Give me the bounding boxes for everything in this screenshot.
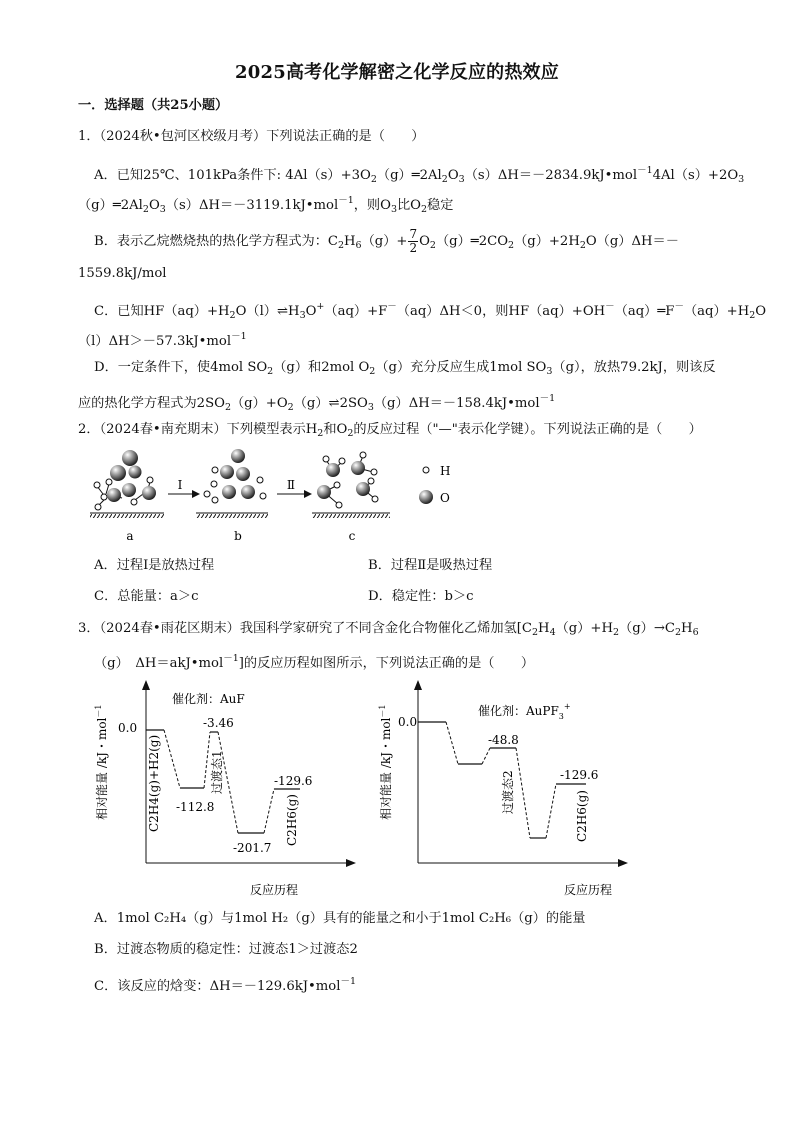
right-zero-tick: 0.0	[398, 715, 418, 729]
right-ts2-label: 过渡态2	[501, 770, 515, 814]
q1-option-a-line2: $(g)═2Al_2O_3(s)\Delta H=-3119.1kJ•mol^{-1}$，则$O_3$比$O_2$稳定	[78, 195, 454, 215]
right-catalyst-label: 催化剂：AuPF$_3$+	[478, 702, 571, 721]
q1-option-c-line1: C．已知$HF(aq)+H_2O(l)\rightleftharpoons H_3O^+(aq)+F^-(aq)\Delta H<0$，则$HF(aq)+OH^-(aq)═F^-(aq)+H_2O$	[94, 301, 767, 321]
q1-option-d-line2: 应的热化学方程式为$2SO_2(g)+O_2(g)\rightleftharpoons 2SO_3(g)\Delta H=-158.4kJ•mol^{-1}$	[78, 393, 556, 413]
left-zero-tick: 0.0	[118, 721, 138, 735]
legend-hydrogen-label: H	[440, 464, 451, 478]
q1-option-c-line2: （l）ΔH＞－57.3kJ•mol$^{-1}$	[78, 331, 247, 349]
page-title: 2025高考化学解密之化学反应的热效应	[235, 62, 559, 83]
right-value-product: -129.6	[560, 768, 599, 782]
left-product-label: C2H6(g)	[285, 794, 299, 846]
process-1-label: I	[177, 478, 183, 492]
stage-b-molecules	[204, 449, 266, 503]
stage-b-label: b	[234, 529, 242, 543]
q1-option-b-line1: B．表示乙烷燃烧热的热化学方程式为：$C_2H_6(g)+$ $\frac{7}{2}$ $O_2(g)═2CO_2(g)+2H_2O(g)\Delta H=-$	[94, 227, 679, 255]
stage-a-label: a	[126, 529, 134, 543]
reaction-model-figure	[88, 442, 478, 548]
question-3-stem-line1: 3．（2024春•雨花区期末）我国科学家研究了不同含金化合物催化乙烯加氢[$C_2H_4(g)+H_2(g)\to C_2H_6$	[78, 621, 699, 638]
left-y-axis-label: 相对能量 /kJ・mol$^{-1}$	[94, 704, 109, 820]
right-value-ts2: -48.8	[488, 733, 519, 747]
question-2-stem: 2．（2024春•南充期末）下列模型表示$H_2$和$O_2$的反应过程（"—"表示化学键）。下列说法正确的是（ ）	[78, 422, 702, 439]
left-value-intermediate: -112.8	[176, 800, 215, 814]
q1-option-b-line2: 1559.8kJ/mol	[78, 266, 167, 281]
left-catalyst-label: 催化剂：AuF	[172, 692, 245, 706]
question-3-stem-line2: （g） ΔH＝akJ•mol$^{-1}$]的反应历程如图所示，下列说法正确的是（ ）	[94, 653, 535, 671]
q1-option-d-line1: D．一定条件下，使4mol $SO_2(g)$和2mol $O_2(g)$充分反应生成1mol $SO_3(g)$，放热79.2kJ，则该反	[94, 360, 716, 377]
left-value-low: -201.7	[233, 841, 272, 855]
q3-option-a: A．1mol C₂H₄（g）与1mol H₂（g）具有的能量之和小于1mol C₂H₆（g）的能量	[94, 911, 586, 926]
question-1-stem: 1．（2024秋•包河区校级月考）下列说法正确的是（ ）	[78, 129, 425, 144]
left-ts1-label: 过渡态1	[210, 750, 224, 794]
left-value-product: -129.6	[274, 774, 313, 788]
right-product-label: C2H6(g)	[575, 790, 589, 842]
left-reactant-label: C2H4(g)+H2(g)	[147, 734, 161, 832]
stage-c-molecules	[317, 452, 378, 508]
q2-option-a: A．过程Ⅰ是放热过程	[94, 558, 215, 573]
q3-option-c: C．该反应的焓变：ΔH＝－129.6kJ•mol$^{-1}$	[94, 976, 357, 994]
stage-c-label: c	[348, 529, 356, 543]
stage-a-molecules	[94, 450, 156, 510]
q2-option-b: B．过程Ⅱ是吸热过程	[368, 558, 493, 573]
left-value-ts1: -3.46	[203, 716, 234, 730]
energy-diagram-aupf3	[360, 678, 630, 900]
energy-diagram-aufe	[88, 678, 358, 900]
process-2-label: Ⅱ	[286, 478, 296, 492]
left-x-axis-label: 反应历程	[250, 883, 299, 897]
q1-option-a-line1: A．已知25℃、101kPa条件下: $4Al(s)+3O_2(g)═2Al_2O_3(s)\Delta H=-2834.9kJ•mol^{-1}4Al(s)+2O_3$	[94, 165, 745, 185]
right-x-axis-label: 反应历程	[564, 883, 613, 897]
section-heading: 一．选择题（共25小题）	[78, 98, 229, 113]
fraction-seven-halves: $\frac{7}{2}$	[409, 227, 418, 255]
q2-option-d: D．稳定性：b＞c	[368, 589, 474, 604]
legend-oxygen-label: O	[440, 491, 450, 505]
legend-hydrogen-atom	[423, 467, 429, 473]
q2-option-c: C．总能量：a＞c	[94, 589, 199, 604]
q3-option-b: B．过渡态物质的稳定性：过渡态1＞过渡态2	[94, 942, 358, 957]
legend-oxygen-atom	[419, 490, 433, 504]
right-y-axis-label: 相对能量 /kJ・mol$^{-1}$	[378, 704, 393, 820]
